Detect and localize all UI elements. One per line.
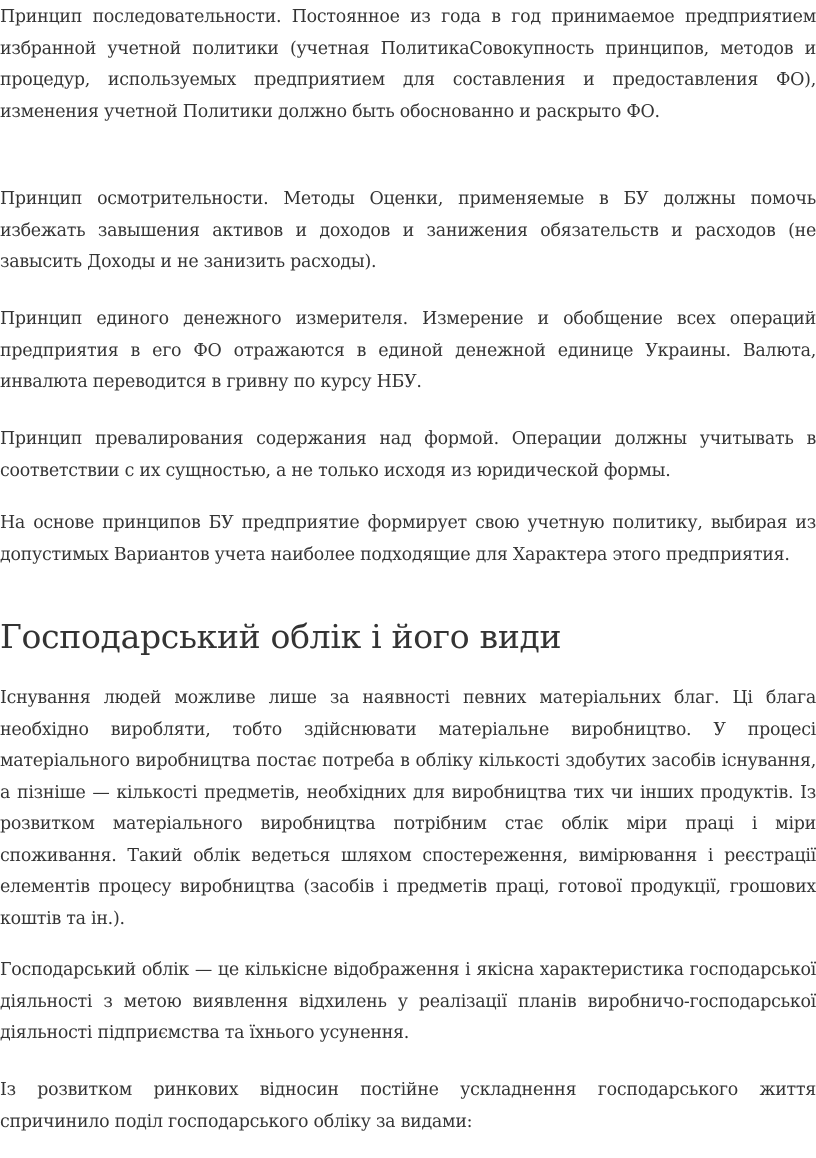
- paragraph-prudence-principle: Принцип осмотрительности. Методы Оценки, применяемые в БУ должны помочь избежать завышения активов и доходов и занижения обязательств и расходов (не завысить Доходы и не занизить расходы).: [0, 189, 816, 272]
- paragraph-monetary-unit-principle: Принцип единого денежного измерителя. Измерение и обобщение всех операций предприятия в его ФО отражаются в единой денежной единице Украины. Валюта, инвалюта переводится в гривну по курсу НБУ.: [0, 309, 816, 392]
- paragraph-consistency-principle: Принцип последовательности. Постоянное из года в год принимаемое предприятием избранной учетной политики (учетная ПолитикаСовокупность принципов, методов и процедур, используемых предприятием для составления и предоставления ФО), изменения учетной Политики должно быть обоснованно и раскрыто ФО.: [0, 7, 816, 122]
- paragraph-accounting-policy: На основе принципов БУ предприятие формирует свою учетную политику, выбирая из допустимых Вариантов учета наиболее подходящие для Характера этого предприятия.: [0, 513, 816, 565]
- paragraph-accounting-types-intro: Із розвитком ринкових відносин постійне ускладнення господарського життя спричинило поділ господарського обліку за видами:: [0, 1080, 816, 1132]
- paragraph-material-production: Існування людей можливе лише за наявності певних матеріальних благ. Ці блага необхідно виробляти, тобто здійснювати матеріальне виробництво. У процесі матеріального виробництва постає потреба в обліку кількості здобутих засобів існування, а пізніше — кількості предметів, необхідних для виробництва тих чи інших продуктів. Із розвитком матеріального виробництва потрібним стає облік міри праці і міри споживання. Такий облік ведеться шляхом спостереження, вимірювання і реєстрації елементів процесу виробництва (засобів і предметів праці, готової продукції, грошових коштів та ін.).: [0, 688, 816, 929]
- paragraph-substance-over-form-principle: Принцип превалирования содержания над формой. Операции должны учитывать в соответствии с их сущностью, а не только исходя из юридической формы.: [0, 429, 816, 481]
- paragraph-economic-accounting-definition: Господарський облік — це кількісне відображення і якісна характеристика господарської діяльності з метою виявлення відхилень у реалізації планів виробничо-господарської діяльності підприємства та їхнього усунення.: [0, 960, 816, 1043]
- section-heading: Господарський облік і його види: [0, 617, 562, 656]
